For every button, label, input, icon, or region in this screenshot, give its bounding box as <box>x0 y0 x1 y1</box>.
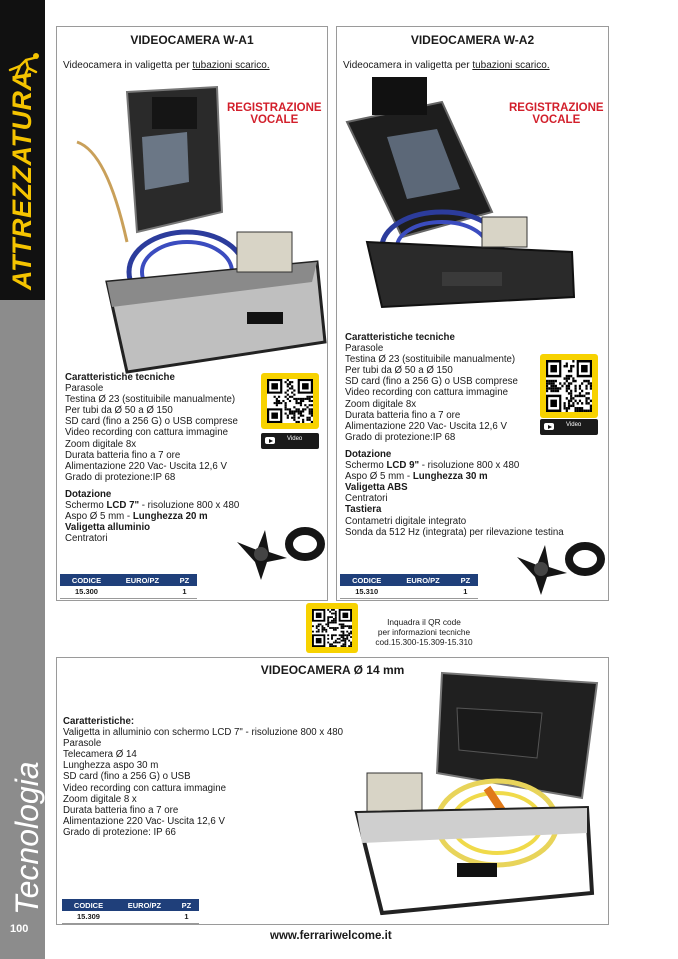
product-title: VIDEOCAMERA W-A1 <box>130 33 254 47</box>
spec-line: Grado di protezione:IP 68 <box>345 431 456 443</box>
code-table: CODICE EURO/PZ PZ 15.310 1 <box>340 574 478 599</box>
qr-code[interactable] <box>540 354 598 418</box>
tech-specs: Caratteristiche tecniche Parasole Testina Ø 23 (sostituibile manualmente) Per tubi da Ø 50 a Ø 150 SD card (fino a 256 G) o USB comprese Video recording con cattura immagine Zoom digitale 8x Durata batteria fino a 7 ore Alimentazione 220 Vac- Uscita 12,6 V Grado di protezione:IP 68 Dotazione Schermo LCD 9" - risoluzione 800 x 480 Aspo Ø 5 mm - Lunghezza 30 m Valigetta ABS Centratori Tastiera Contametri digitale integrato Sonda da 512 Hz (integrata) per rilevazione testina <box>345 332 564 538</box>
spec-line: Video recording con cattura immagine <box>65 427 228 439</box>
product-title: VIDEOCAMERA W-A2 <box>410 33 535 47</box>
spec-line: Zoom digitale 8x <box>65 438 137 450</box>
category-label: ATTREZZATURA <box>7 70 37 290</box>
spec-line: Valigetta in alluminio con schermo LCD 7" - risoluzione 800 x 480 <box>63 727 344 739</box>
qr-code-pattern <box>546 360 592 412</box>
code-cell: 15.309 <box>62 911 115 923</box>
spec-line: Testina Ø 23 (sostituibile manualmente) <box>345 354 516 366</box>
product-intro: Videocamera in valigetta per tubazioni scarico. <box>63 60 270 71</box>
spec-line: Durata batteria fino a 7 ore <box>63 804 179 816</box>
spec-line: Grado di protezione: IP 66 <box>63 826 176 838</box>
table-row <box>62 911 199 923</box>
spec-line: Testina Ø 23 (sostituibile manualmente) <box>65 394 236 406</box>
intro-link[interactable]: tubazioni scarico. <box>192 60 270 71</box>
spec-line: Durata batteria fino a 7 ore <box>345 409 461 421</box>
spec-line: SD card (fino a 256 G) o USB comprese <box>345 376 518 388</box>
spec-line: Video recording con cattura immagine <box>63 782 226 794</box>
spec-line: Per tubi da Ø 50 a Ø 150 <box>65 405 173 417</box>
voice-recording-badge: REGISTRAZIONE VOCALE <box>509 102 604 126</box>
intro-link[interactable]: tubazioni scarico. <box>472 60 550 71</box>
center-qr-code[interactable] <box>306 603 358 653</box>
spec-line: Zoom digitale 8 x <box>63 793 137 805</box>
tech-specs: Caratteristiche: Valigetta in alluminio con schermo LCD 7" - risoluzione 800 x 480 Parasole Telecamera Ø 14 Lunghezza aspo 30 m SD card (fino a 256 G) o USB Video recording con cattura immagine Zoom digitale 8 x Durata batteria fino a 7 ore Alimentazione 220 Vac- Uscita 12,6 V Grado di protezione: IP 66 <box>63 716 344 838</box>
section-label: Tecnologia <box>9 761 45 915</box>
qr-code-pattern <box>312 609 352 647</box>
price-cell <box>113 586 172 598</box>
code-table: CODICE EURO/PZ PZ 15.309 1 <box>62 899 199 924</box>
code-table: CODICE EURO/PZ PZ 15.300 1 <box>60 574 197 599</box>
code-cell: 15.310 <box>340 586 393 598</box>
spec-line: Alimentazione 220 Vac- Uscita 12,6 V <box>63 815 225 827</box>
centering-accessories-image <box>507 537 607 597</box>
code-cell: 15.300 <box>60 586 113 598</box>
voice-recording-badge: REGISTRAZIONE VOCALE <box>227 102 322 126</box>
spec-line: Telecamera Ø 14 <box>63 749 137 761</box>
qr-code-pattern <box>267 379 313 423</box>
spec-line: SD card (fino a 256 G) o USB <box>63 771 191 783</box>
qr-instructions: Inquadra il QR code per informazioni tecniche cod.15.300-15.309-15.310 <box>375 617 473 647</box>
spec-line: Lunghezza aspo 30 m <box>63 760 159 772</box>
price-cell <box>115 911 174 923</box>
spec-line: Parasole <box>63 738 102 750</box>
spec-line: Grado di protezione:IP 68 <box>65 471 176 483</box>
spec-line: Zoom digitale 8x <box>345 398 417 410</box>
qty-cell: 1 <box>174 911 199 923</box>
spec-line: SD card (fino a 256 G) o USB comprese <box>65 416 238 428</box>
centering-accessories-image <box>227 522 327 582</box>
footer-website-link[interactable]: www.ferrariwelcome.it <box>270 930 392 942</box>
tech-specs: Caratteristiche tecniche Parasole Testina Ø 23 (sostituibile manualmente) Per tubi da Ø 50 a Ø 150 SD card (fino a 256 G) o USB comprese Video recording con cattura immagine Zoom digitale 8x Durata batteria fino a 7 ore Alimentazione 220 Vac- Uscita 12,6 V Grado di protezione:IP 68 Dotazione Schermo LCD 7" - risoluzione 800 x 480 Aspo Ø 5 mm - Lunghezza 20 m Valigetta alluminio Centratori <box>65 372 240 545</box>
video-button[interactable]: Video <box>540 419 598 435</box>
table-row <box>60 586 197 598</box>
spec-line: Per tubi da Ø 50 a Ø 150 <box>345 365 453 377</box>
spec-line: Alimentazione 220 Vac- Uscita 12,6 V <box>65 460 227 472</box>
play-icon <box>544 423 554 430</box>
product-card-wa2 <box>336 26 609 601</box>
video-button[interactable]: Video <box>261 433 319 449</box>
spec-line: Durata batteria fino a 7 ore <box>65 449 181 461</box>
price-cell <box>393 586 452 598</box>
play-icon <box>265 437 275 444</box>
table-row <box>340 586 478 598</box>
camera-case-image <box>67 82 327 362</box>
spec-line: Parasole <box>65 383 104 395</box>
spec-line: Parasole <box>345 343 384 355</box>
qr-code[interactable] <box>261 373 319 429</box>
spec-line: Video recording con cattura immagine <box>345 387 508 399</box>
qty-cell: 1 <box>172 586 197 598</box>
camera-case-image <box>342 77 582 312</box>
product-card-wa1 <box>56 26 328 601</box>
product-card-14mm <box>56 657 609 925</box>
product-intro: Videocamera in valigetta per tubazioni scarico. <box>343 60 550 71</box>
camera-case-image <box>347 668 602 918</box>
spec-line: Alimentazione 220 Vac- Uscita 12,6 V <box>345 420 507 432</box>
product-title: VIDEOCAMERA Ø 14 mm <box>260 663 405 677</box>
qty-cell: 1 <box>453 586 478 598</box>
page-number: 100 <box>10 923 29 935</box>
